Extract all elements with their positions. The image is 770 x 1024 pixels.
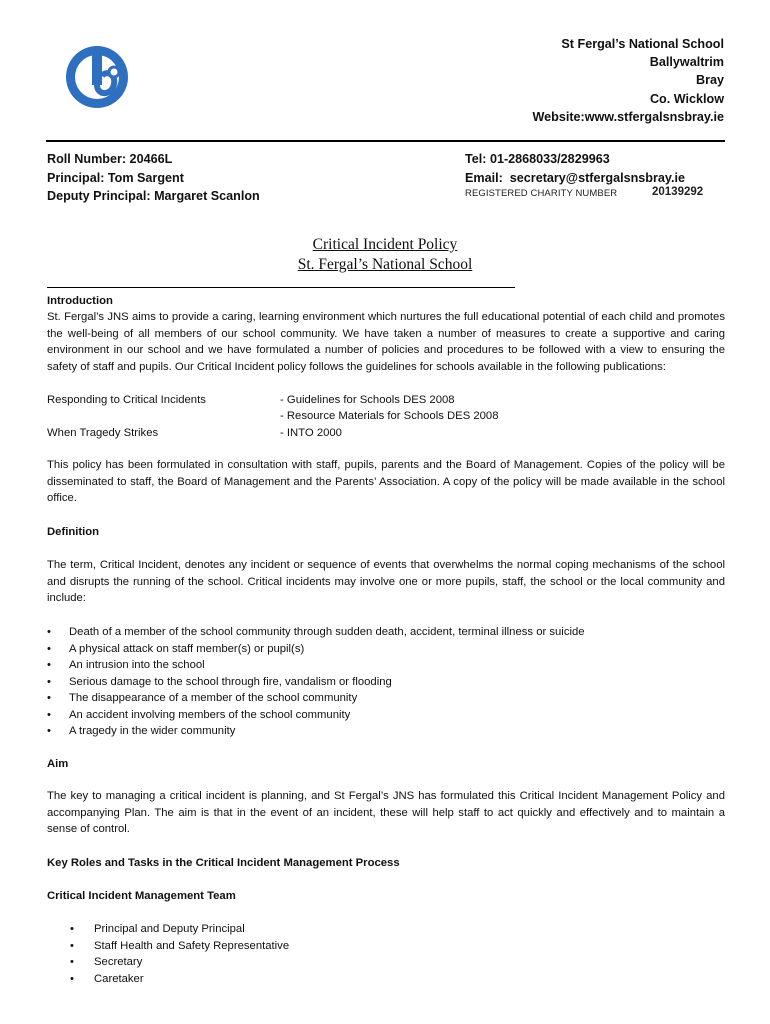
publication-label: Responding to Critical Incidents [47, 394, 206, 406]
list-item: • Caretaker [70, 971, 670, 988]
email: Email: secretary@stfergalsnsbray.ie [465, 170, 685, 185]
list-item: • Principal and Deputy Principal [70, 921, 670, 938]
publication-label: When Tragedy Strikes [47, 427, 159, 439]
definition-heading: Definition [47, 526, 100, 538]
school-logo-icon [62, 44, 132, 110]
team-heading: Critical Incident Management Team [47, 890, 236, 902]
page-title: Critical Incident Policy [312, 236, 458, 253]
aim-paragraph: The key to managing a critical incident is planning, and St Fergal’s JNS has formulated this Critical Incident Management Policy and accompanying Plan. The aim is that in the event of an incident, these will help staff to act quickly and effectively and to maintain a sense of control. [47, 790, 725, 835]
list-item: • Death of a member of the school community through sudden death, accident, terminal illness or suicide [47, 624, 725, 641]
school-address-block [532, 35, 724, 126]
charity-number: 20139292 [652, 186, 704, 198]
list-item: • A physical attack on staff member(s) or pupil(s) [47, 641, 725, 658]
aim-heading: Aim [47, 758, 69, 770]
roll-number: Roll Number: 20466L [47, 152, 173, 166]
publication-item: - Guidelines for Schools DES 2008 [280, 394, 455, 406]
list-item: • Serious damage to the school through fire, vandalism or flooding [47, 674, 725, 691]
title-rule [47, 287, 515, 288]
address-line: Co. Wicklow [649, 91, 724, 106]
telephone: Tel: 01-2868033/2829963 [465, 152, 610, 166]
publication-item: - Resource Materials for Schools DES 2008 [280, 410, 499, 422]
list-item: • Secretary [70, 954, 670, 971]
school-info-left [47, 150, 260, 206]
list-item: • An intrusion into the school [47, 657, 725, 674]
address-line: Bray [695, 73, 724, 88]
school-info-right [465, 150, 685, 187]
team-list [70, 921, 670, 987]
list-item: • An accident involving members of the school community [47, 707, 725, 724]
introduction-paragraph: St. Fergal’s JNS aims to provide a caring, learning environment which nurtures the full educational potential of each child and promotes the well-being of all members of our school community. We have taken a number of measures to create a supportive and caring environment in our school and we have formulated a number of policies and procedures to be followed with a view to ensuring the safety of staff and pupils. Our Critical Incident policy follows the guidelines for schools available in the following publications: [47, 311, 725, 373]
school-name: St Fergal’s National School [561, 37, 724, 51]
website: Website:www.stfergalsnsbray.ie [532, 109, 724, 124]
deputy-principal-name: Deputy Principal: Margaret Scanlon [47, 189, 260, 203]
publication-item: - INTO 2000 [280, 427, 342, 439]
list-item: • A tragedy in the wider community [47, 723, 725, 740]
header-divider [46, 140, 725, 142]
page-subtitle: St. Fergal’s National School [297, 256, 473, 273]
list-item: • The disappearance of a member of the school community [47, 690, 725, 707]
definition-paragraph: The term, Critical Incident, denotes any incident or sequence of events that overwhelms the normal coping mechanisms of the school and disrupts the running of the school. Critical incidents may involve one or more pupils, staff, the school or the local community and include: [47, 559, 725, 604]
roles-heading: Key Roles and Tasks in the Critical Incident Management Process [47, 857, 400, 869]
introduction-heading: Introduction [47, 295, 113, 307]
charity-label: REGISTERED CHARITY NUMBER [465, 188, 618, 199]
principal-name: Principal: Tom Sargent [47, 170, 184, 185]
consultation-paragraph: This policy has been formulated in consultation with staff, pupils, parents and the Board of Management. Copies of the policy will be disseminated to staff, the Board of Management and the Parents’ Association. A copy of the policy will be made available in the school office. [47, 459, 725, 504]
list-item: • Staff Health and Safety Representative [70, 938, 670, 955]
address-line: Ballywaltrim [649, 55, 724, 70]
incident-list [47, 624, 725, 740]
